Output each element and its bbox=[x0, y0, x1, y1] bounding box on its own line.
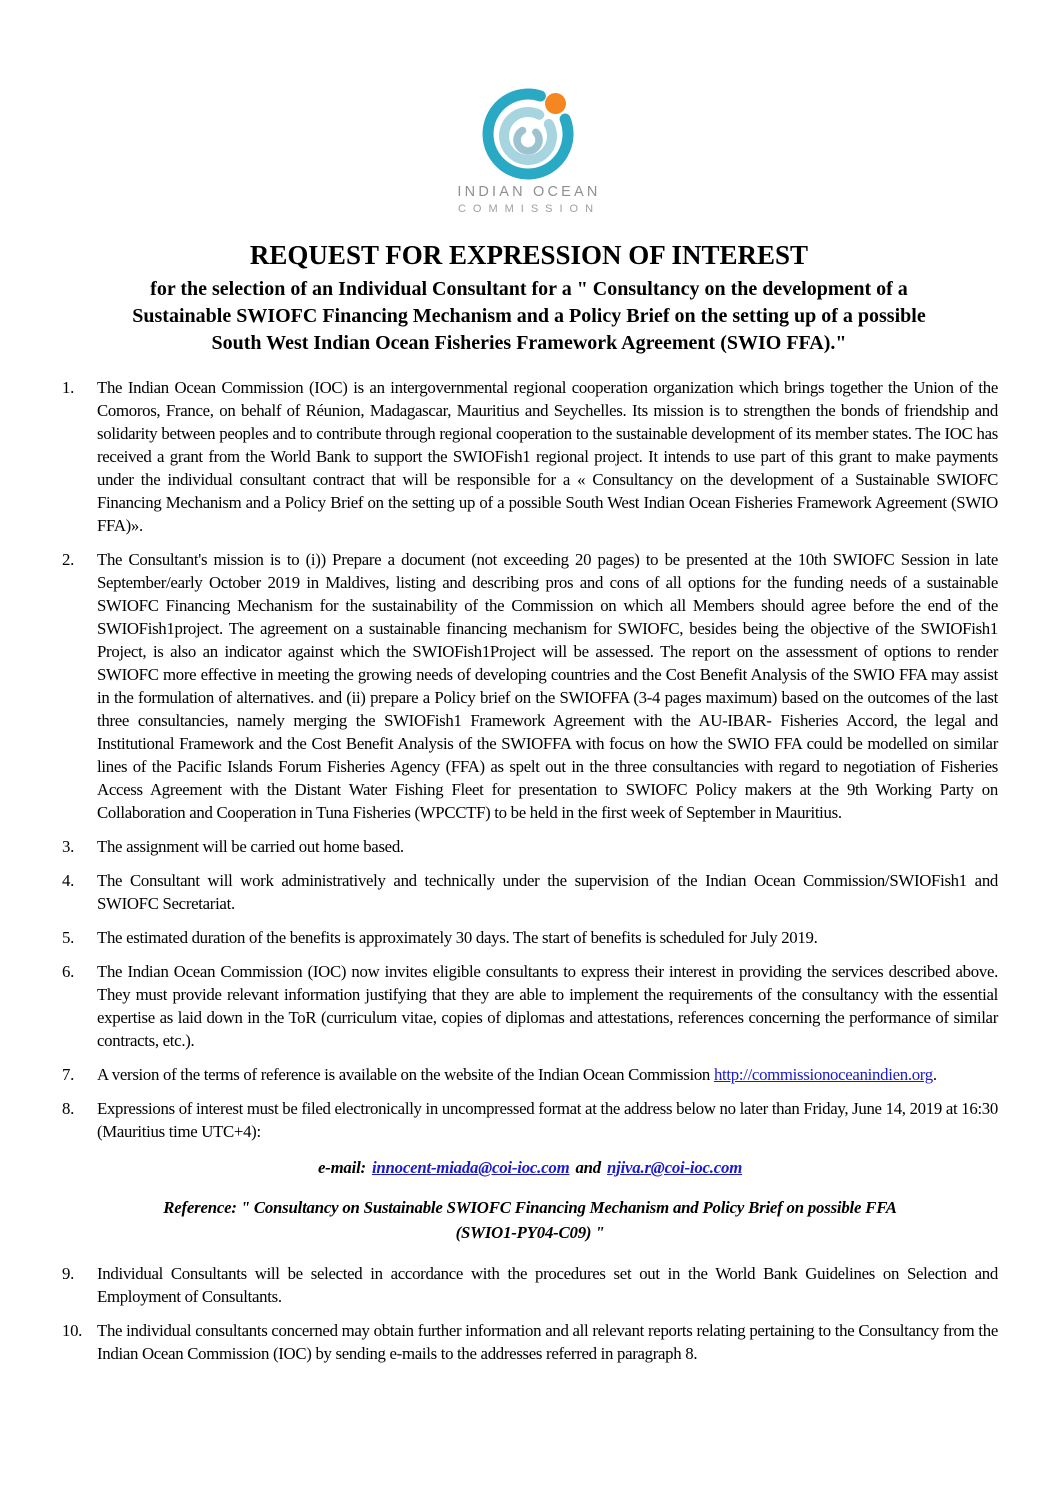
item-number: 10. bbox=[62, 1321, 83, 1340]
email-label: e-mail: bbox=[317, 1158, 366, 1177]
item-number: 4. bbox=[62, 871, 74, 890]
reference-line bbox=[62, 1195, 998, 1245]
item-number: 2. bbox=[62, 550, 74, 569]
item-text-segment: . bbox=[932, 1065, 937, 1084]
list-item bbox=[62, 1097, 998, 1143]
list-item bbox=[62, 548, 998, 824]
item-text: The estimated duration of the benefits is approximately 30 days. The start of benefits is scheduled for July 2019. bbox=[97, 928, 818, 947]
item-text bbox=[97, 1063, 998, 1086]
list-item bbox=[62, 376, 998, 537]
list-item bbox=[62, 1319, 998, 1365]
item-number: 7. bbox=[62, 1065, 74, 1084]
email-conjunction: and bbox=[575, 1158, 601, 1177]
document-subtitle-line: Sustainable SWIOFC Financing Mechanism and a Policy Brief on the setting up of a possible bbox=[132, 305, 926, 327]
item-text: The assignment will be carried out home based. bbox=[97, 837, 404, 856]
reference-code: (SWIO1-PY04-C09) " bbox=[455, 1223, 605, 1242]
list-item bbox=[62, 835, 998, 858]
numbered-list bbox=[0, 376, 1058, 1365]
list-item bbox=[62, 1262, 998, 1308]
logo-subname-text: COMMISSION bbox=[457, 203, 601, 215]
document-subtitle bbox=[40, 276, 1018, 357]
item-number: 8. bbox=[62, 1099, 74, 1118]
item-text: The Consultant will work administratively and technically under the supervision of the Indian Ocean Commission/SWIOFish1 and SWIOFC Secretariat. bbox=[97, 871, 998, 913]
item-text: The individual consultants concerned may obtain further information and all relevant reports relating pertaining to the Consultancy from the Indian Ocean Commission (IOC) by sending e-mails to the addresses referred in paragraph 8. bbox=[97, 1321, 998, 1363]
email-link-2[interactable]: njiva.r@coi-ioc.com bbox=[606, 1158, 743, 1177]
item-number: 9. bbox=[62, 1264, 74, 1283]
list-item bbox=[62, 1063, 998, 1086]
email-link-1[interactable]: innocent-miada@coi-ioc.com bbox=[371, 1158, 570, 1177]
item-number: 6. bbox=[62, 962, 74, 981]
email-line bbox=[62, 1158, 998, 1178]
item-text: Expressions of interest must be filed electronically in uncompressed format at the address below no later than Friday, June 14, 2019 at 16:30 (Mauritius time UTC+4): bbox=[97, 1099, 998, 1141]
ioc-logo bbox=[0, 0, 1058, 215]
document-subtitle-line: South West Indian Ocean Fisheries Framework Agreement (SWIO FFA)." bbox=[211, 332, 847, 354]
document-title: REQUEST FOR EXPRESSION OF INTEREST bbox=[249, 240, 809, 270]
logo-inner-crescent bbox=[517, 131, 539, 152]
item-text-segment: A version of the terms of reference is available on the website of the Indian Ocean Commission bbox=[97, 1065, 711, 1084]
item-text: The Indian Ocean Commission (IOC) is an intergovernmental regional cooperation organization which brings together the Union of the Comoros, France, on behalf of Réunion, Madagascar, Mauritius and Seychelles. Its mission is to strengthen the bonds of friendship and solidarity between peoples and to contribute through regional cooperation to the sustainable development of its member states. The IOC has received a grant from the World Bank to support the SWIOFish1 regional project. It intends to use part of this grant to make payments under the individual consultant contract that will be responsible for a « Consultancy on the development of a Sustainable SWIOFC Financing Mechanism and a Policy Brief on the setting up of a possible South West Indian Ocean Fisheries Framework Agreement (SWIO FFA)». bbox=[97, 378, 998, 535]
terms-of-reference-link[interactable]: http://commissionoceanindien.org bbox=[713, 1065, 933, 1084]
list-item bbox=[62, 869, 998, 915]
document-subtitle-line: for the selection of an Individual Consultant for a " Consultancy on the development of a bbox=[150, 278, 908, 300]
item-text: The Indian Ocean Commission (IOC) now invites eligible consultants to express their interest in providing the services described above. They must provide relevant information justifying that they are able to implement the requirements of the consultancy with the essential expertise as laid down in the ToR (curriculum vitae, copies of diplomas and attestations, references concerning the performance of similar contracts, etc.). bbox=[97, 962, 998, 1050]
item-text: The Consultant's mission is to (i)) Prepare a document (not exceeding 20 pages) to be presented at the 10th SWIOFC Session in late September/early October 2019 in Maldives, listing and describing pros and cons of all options for the funding needs of a sustainable SWIOFC Financing Mechanism for the sustainability of the Commission on which all Members should agree before the end of the SWIOFish1project. The agreement on a sustainable financing mechanism for SWIOFC, besides being the objective of the SWIOFish1 Project, is also an indicator against which the SWIOFish1Project will be assessed. The report on the assessment of options to render SWIOFC more effective in meeting the growing needs of developing countries and the Cost Benefit Analysis of the SWIO FFA may assist in the formulation of alternatives. and (ii) prepare a Policy brief on the SWIOFFA (3-4 pages maximum) based on the outcomes of the last three consultancies, namely merging the SWIOFish1 Framework Agreement with the AU-IBAR- Fisheries Accord, the legal and Institutional Framework and the Cost Benefit Analysis of the SWIOFFA with focus on how the SWIO FFA could be modelled on similar lines of the Pacific Islands Forum Fisheries Agency (FFA) as spelt out in the three consultancies with regard to negotiation of Fisheries Access Agreement with the Distant Water Fishing Fleet for presentation to SWIOFC Policy makers at the 9th Working Party on Collaboration and Cooperation in Tuna Fisheries (WPCCTF) to be held in the first week of September in Mauritius. bbox=[97, 550, 998, 822]
list-item bbox=[62, 960, 998, 1052]
ioc-logo-icon bbox=[476, 84, 582, 180]
item-number: 3. bbox=[62, 837, 74, 856]
item-number: 1. bbox=[62, 378, 74, 397]
logo-orange-dot bbox=[545, 93, 566, 114]
logo-name-text: INDIAN OCEAN bbox=[457, 184, 601, 200]
list-item bbox=[62, 926, 998, 949]
reference-line-text: Reference: " Consultancy on Sustainable SWIOFC Financing Mechanism and Policy Brief on possible FFA bbox=[163, 1198, 897, 1217]
item-text: Individual Consultants will be selected in accordance with the procedures set out in the World Bank Guidelines on Selection and Employment of Consultants. bbox=[97, 1264, 998, 1306]
item-number: 5. bbox=[62, 928, 74, 947]
